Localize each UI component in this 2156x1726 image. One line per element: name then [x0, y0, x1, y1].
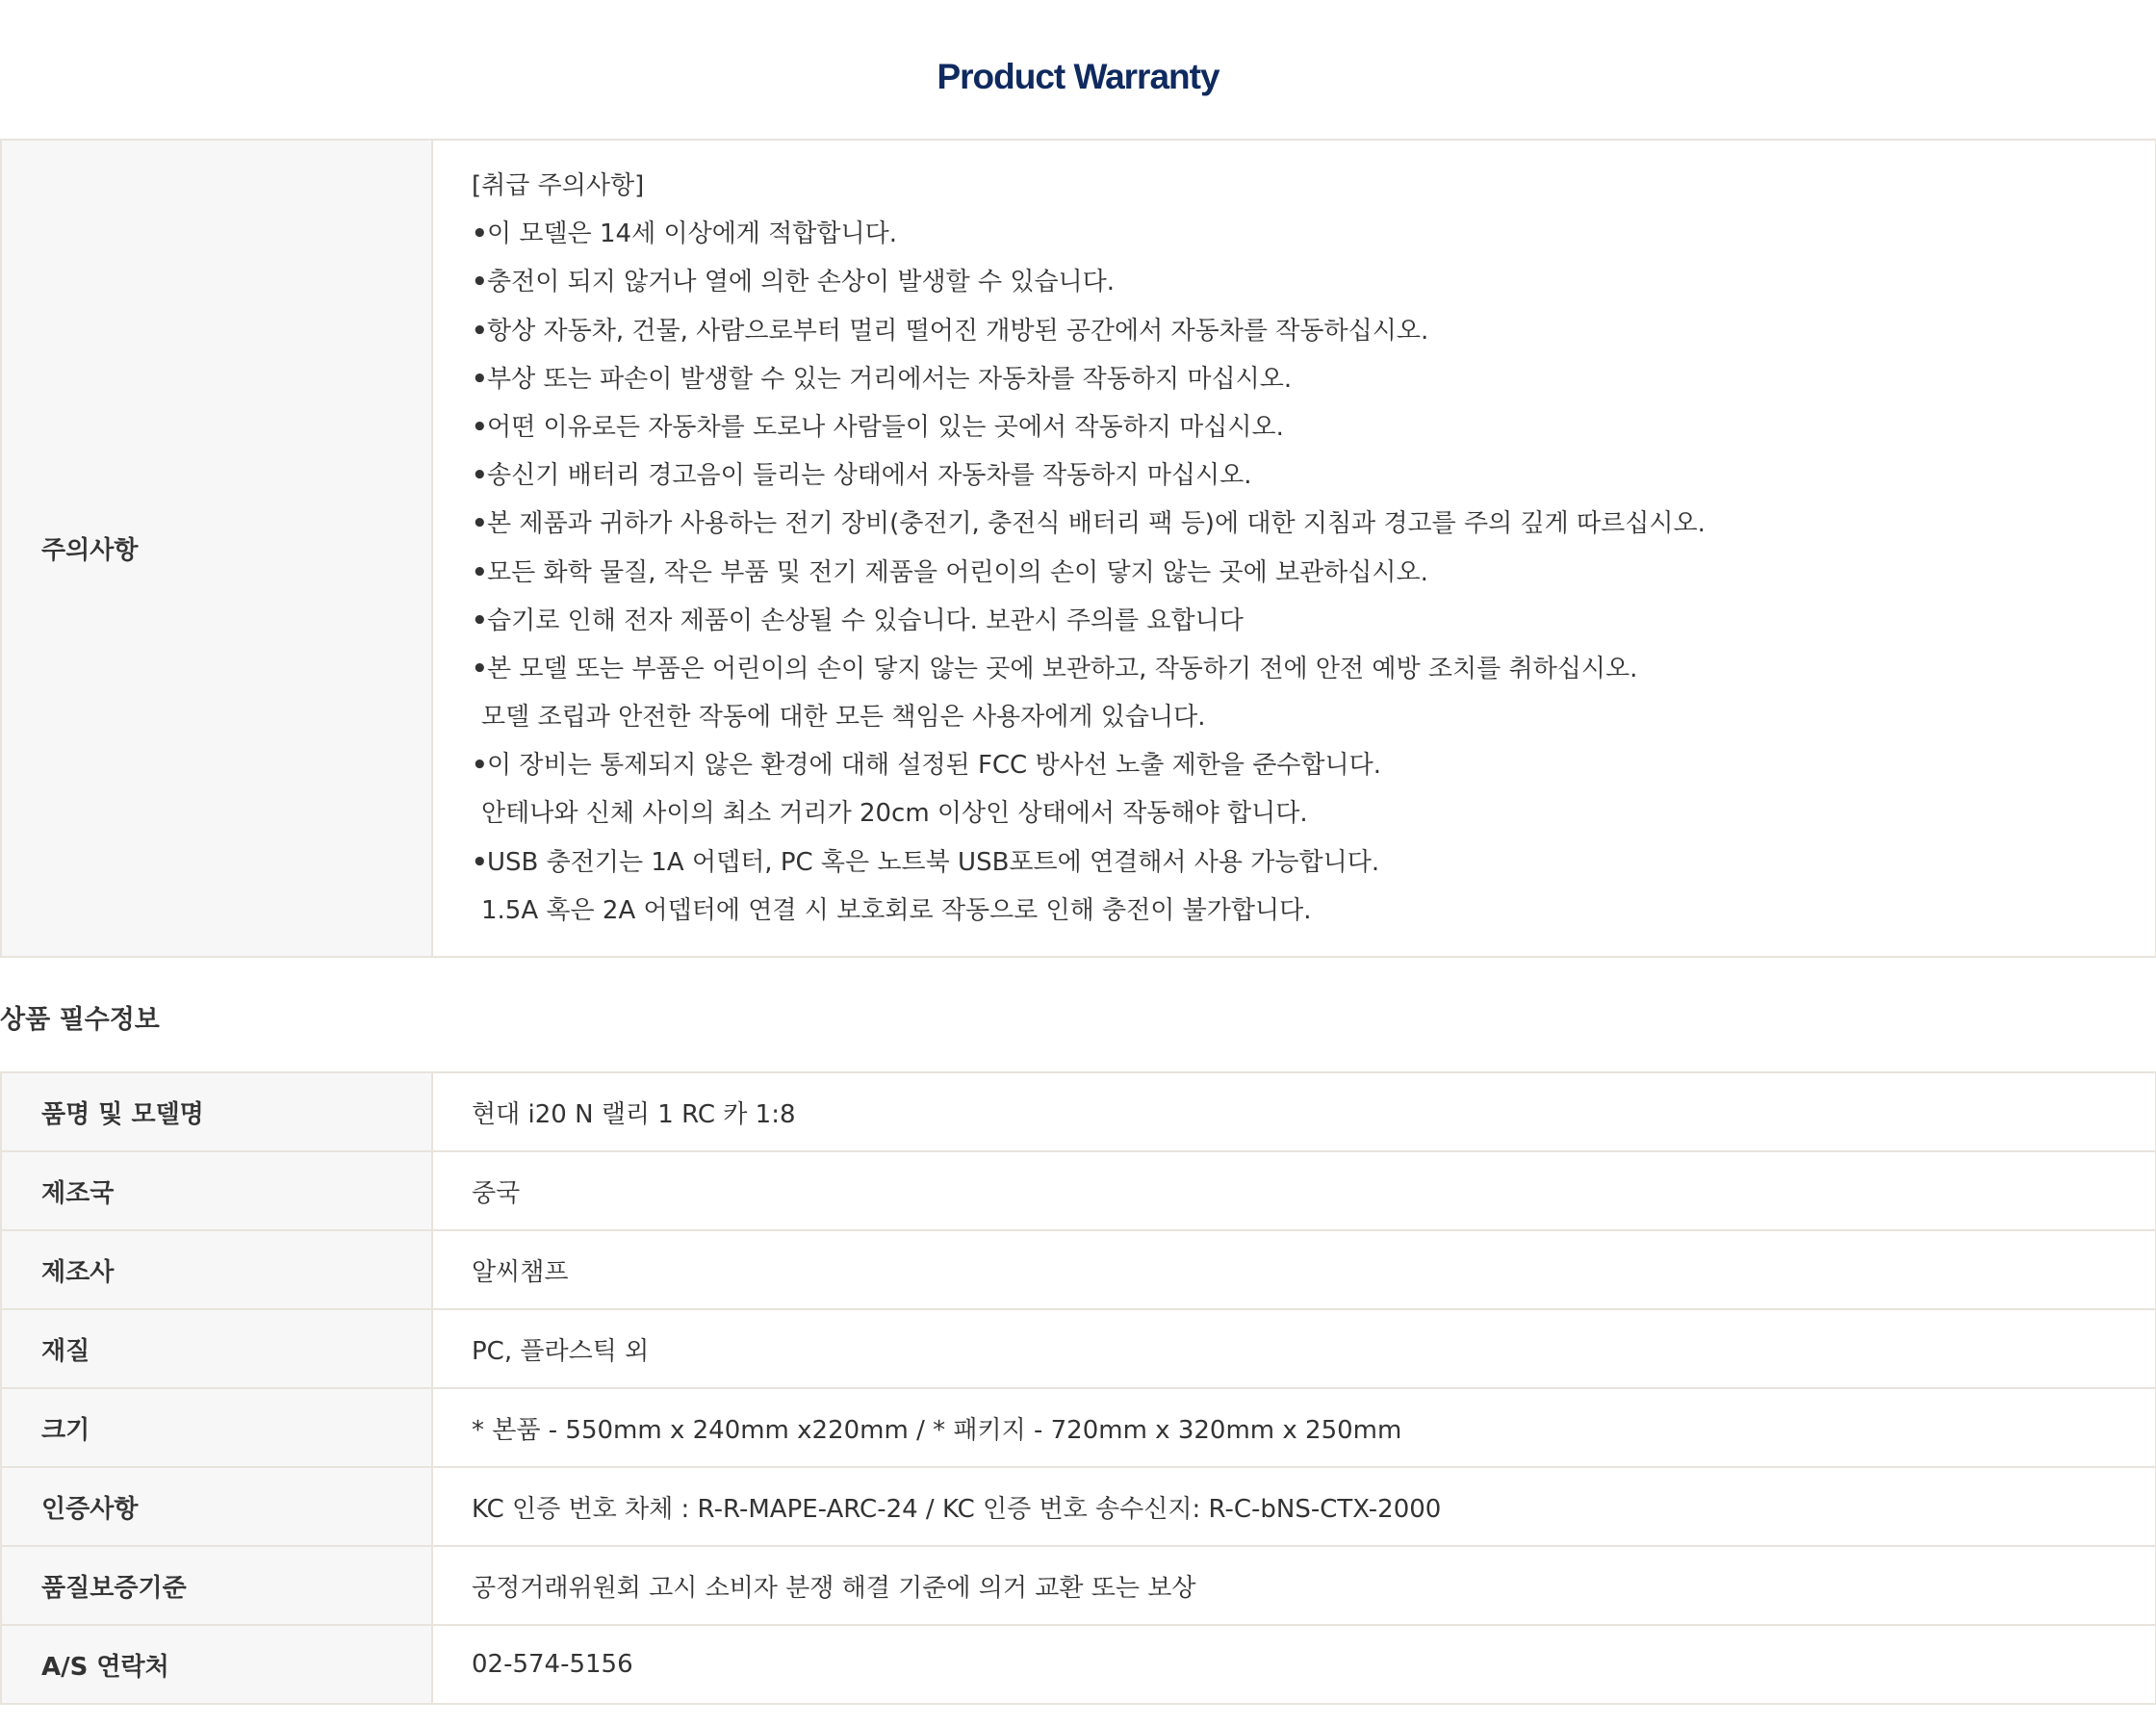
caution-item	[472, 645, 2154, 693]
spec-label-model: 품명 및 모델명	[1, 1072, 432, 1151]
caution-item	[472, 500, 2154, 548]
spec-value-model: 현대 i20 N 랠리 1 RC 카 1:8	[432, 1072, 2156, 1151]
caution-item	[472, 403, 2154, 451]
caution-item	[472, 597, 2154, 645]
caution-item	[472, 307, 2154, 355]
table-row	[1, 1546, 2156, 1625]
caution-line-text: 항상 자동차, 건물, 사람으로부터 멀리 떨어진 개방된 공간에서 자동차를 작동하십시오.	[487, 316, 1429, 346]
caution-line-text: 안테나와 신체 사이의 최소 거리가 20cm 이상인 상태에서 작동해야 합니다.	[481, 799, 1308, 829]
bullet-icon: •	[472, 268, 488, 297]
bullet-icon: •	[472, 316, 488, 346]
spec-label-country: 제조국	[1, 1151, 432, 1230]
spec-label-quality: 품질보증기준	[1, 1546, 432, 1625]
caution-continuation	[472, 693, 2154, 741]
caution-line-text: 송신기 배터리 경고음이 들리는 상태에서 자동차를 작동하지 마십시오.	[487, 461, 1252, 491]
spec-label-as-contact: A/S 연락처	[1, 1625, 432, 1704]
table-row	[1, 1625, 2156, 1704]
caution-line-text: [취급 주의사항]	[472, 171, 645, 200]
spec-value-country: 중국	[432, 1151, 2156, 1230]
bullet-icon: •	[472, 509, 488, 539]
spec-value-as-contact: 02-574-5156	[432, 1625, 2156, 1704]
caution-line-text: 부상 또는 파손이 발생할 수 있는 거리에서는 자동차를 작동하지 마십시오.	[487, 364, 1293, 394]
table-row	[1, 1388, 2156, 1467]
caution-item	[472, 741, 2154, 789]
spec-label-certification: 인증사항	[1, 1467, 432, 1546]
caution-table	[0, 139, 2156, 958]
spec-value-size: * 본품 - 550mm x 240mm x220mm / * 패키지 - 720mm x 320mm x 250mm	[432, 1388, 2156, 1467]
bullet-icon: •	[472, 412, 488, 442]
spec-value-certification: KC 인증 번호 차체 : R-R-MAPE-ARC-24 / KC 인증 번호 송수신지: R-C-bNS-CTX-2000	[432, 1467, 2156, 1546]
caution-content	[432, 140, 2156, 957]
caution-line-text: USB 충전기는 1A 어뎁터, PC 혹은 노트북 USB포트에 연결해서 사용 가능합니다.	[487, 847, 1380, 877]
caution-line-text: 이 모델은 14세 이상에게 적합합니다.	[487, 219, 898, 249]
caution-heading	[472, 162, 2154, 210]
caution-line-text: 이 장비는 통제되지 않은 환경에 대해 설정된 FCC 방사선 노출 제한을 준수합니다.	[487, 751, 1382, 781]
page-title: Product Warranty	[937, 57, 1219, 96]
caution-line-text: 본 제품과 귀하가 사용하는 전기 장비(충전기, 충전식 배터리 팩 등)에 대한 지침과 경고를 주의 깊게 따르십시오.	[487, 509, 1706, 539]
caution-row	[1, 140, 2156, 957]
spec-section-title: 상품 필수정보	[0, 1005, 160, 1035]
caution-item	[472, 258, 2154, 306]
bullet-icon: •	[472, 461, 488, 491]
table-row	[1, 1151, 2156, 1230]
caution-item	[472, 355, 2154, 403]
spec-label-size: 크기	[1, 1388, 432, 1467]
caution-line-text: 본 모델 또는 부품은 어린이의 손이 닿지 않는 곳에 보관하고, 작동하기 전에 안전 예방 조치를 취하십시오.	[487, 654, 1638, 683]
table-row	[1, 1230, 2156, 1309]
spec-label-manufacturer: 제조사	[1, 1230, 432, 1309]
table-row	[1, 1467, 2156, 1546]
bullet-icon: •	[472, 751, 488, 781]
caution-item	[472, 549, 2154, 597]
bullet-icon: •	[472, 557, 488, 587]
bullet-icon: •	[472, 654, 488, 683]
caution-line-text: 어떤 이유로든 자동차를 도로나 사람들이 있는 곳에서 작동하지 마십시오.	[487, 412, 1284, 442]
caution-line-text: 1.5A 혹은 2A 어뎁터에 연결 시 보호회로 작동으로 인해 충전이 불가합니다.	[481, 895, 1312, 925]
caution-label: 주의사항	[1, 140, 432, 957]
table-row	[1, 1072, 2156, 1151]
spec-value-quality: 공정거래위원회 고시 소비자 분쟁 해결 기준에 의거 교환 또는 보상	[432, 1546, 2156, 1625]
spec-table	[0, 1071, 2156, 1705]
caution-item	[472, 451, 2154, 500]
caution-continuation	[472, 789, 2154, 837]
caution-item	[472, 210, 2154, 258]
bullet-icon: •	[472, 605, 488, 635]
caution-list	[472, 162, 2154, 935]
caution-continuation	[472, 887, 2154, 935]
caution-line-text: 모델 조립과 안전한 작동에 대한 모든 책임은 사용자에게 있습니다.	[481, 703, 1206, 733]
caution-line-text: 모든 화학 물질, 작은 부품 및 전기 제품을 어린이의 손이 닿지 않는 곳에 보관하십시오.	[487, 557, 1428, 587]
caution-item	[472, 838, 2154, 887]
bullet-icon: •	[472, 364, 488, 394]
spec-value-material: PC, 플라스틱 외	[432, 1309, 2156, 1388]
bullet-icon: •	[472, 847, 488, 877]
table-row	[1, 1309, 2156, 1388]
spec-label-material: 재질	[1, 1309, 432, 1388]
caution-line-text: 충전이 되지 않거나 열에 의한 손상이 발생할 수 있습니다.	[487, 268, 1116, 297]
bullet-icon: •	[472, 219, 488, 249]
caution-line-text: 습기로 인해 전자 제품이 손상될 수 있습니다. 보관시 주의를 요합니다	[487, 605, 1244, 635]
spec-value-manufacturer: 알씨챔프	[432, 1230, 2156, 1309]
